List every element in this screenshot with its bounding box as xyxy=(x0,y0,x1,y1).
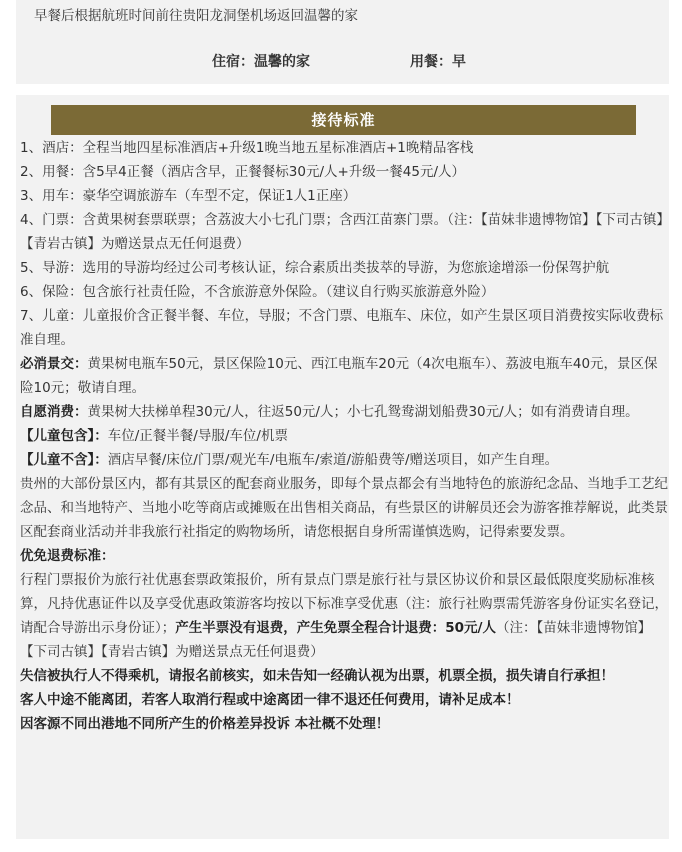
standard-item-meals: 2、用餐：含5早4正餐（酒店含早，正餐餐标30元/人+升级一餐45元/人） xyxy=(20,164,466,180)
optional-fees-text: 黄果树大扶梯单程30元/人，往返50元/人；小七孔鸳鸯湖划船费30元/人；如有消费请自理。 xyxy=(87,404,639,420)
standard-item-tickets: 4、门票：含黄果树套票联票；含荔波大小七孔门票；含西江苗寨门票。（注：【苗妹非遗博物馆】【下司古镇】【青岩古镇】为赠送景点无任何退费） xyxy=(20,212,664,252)
refund-text-1: 行程门票报价为旅行社优惠套票政策报价，所有景点门票是旅行社与景区协议价和景区最低限度奖励标准核算，凡持优惠证件以及享受优惠政策游客均按以下标准享受优惠（注：旅行社购票需凭游客身份证实名登记，请配合导游出示身份证）； xyxy=(20,572,668,636)
standard-item-insurance: 6、保险：包含旅行社责任险，不含旅游意外保险。（建议自行购买旅游意外险） xyxy=(20,284,495,300)
required-fees xyxy=(20,352,668,400)
meals-label: 用餐：早 xyxy=(410,54,466,70)
required-fees-label: 必消景交： xyxy=(20,356,88,372)
child-excluded xyxy=(20,448,668,472)
section-title: 接待标准 xyxy=(51,105,636,135)
refund-text-3: （注：【苗妹非遗博物馆】【下司古镇】【青岩古镇】为赠送景点无任何退费） xyxy=(20,620,652,660)
child-excluded-text: 酒店早餐/床位/门票/观光车/电瓶车/索道/游船费等/赠送项目，如产生自理。 xyxy=(107,452,559,468)
optional-fees xyxy=(20,400,668,424)
lodging-label: 住宿：温馨的家 xyxy=(212,54,310,70)
warning-price-difference: 因客源不同出港地不同所产生的价格差异投诉 本社概不处理！ xyxy=(20,716,390,732)
standard-item-children: 7、儿童：儿童报价含正餐半餐、车位，导服；不含门票、电瓶车、床位，如产生景区项目消费按实际收费标准自理。 xyxy=(20,308,664,348)
standard-item-hotel: 1、酒店：全程当地四星标准酒店+升级1晚当地五星标准酒店+1晚精品客栈 xyxy=(20,140,474,156)
child-excluded-label: 【儿童不含】： xyxy=(20,452,108,468)
child-included-label: 【儿童包含】： xyxy=(20,428,108,444)
refund-label: 优免退费标准： xyxy=(20,548,115,564)
standard-item-transport: 3、用车：豪华空调旅游车（车型不定，保证1人1正座） xyxy=(20,188,357,204)
required-fees-text: 黄果树电瓶车50元，景区保险10元、西江电瓶车20元（4次电瓶车）、荔波电瓶车40元，景区保险10元；敬请自理。 xyxy=(20,356,658,396)
shopping-note: 贵州的大部份景区内，都有其景区的配套商业服务，即每个景点都会有当地特色的旅游纪念品、当地手工艺纪念品、和当地特产、当地小吃等商店或摊贩在出售相关商品，有些景区的讲解员还会为游客推荐解说，此类景区配套商业活动并非我旅行社指定的购物场所，请您根据自身所需谨慎选购，记得索要发票。 xyxy=(20,476,668,540)
standard-item-guide: 5、导游：选用的导游均经过公司考核认证，综合素质出类拔萃的导游，为您旅途增添一份保驾护航 xyxy=(20,260,610,276)
child-included-text: 车位/正餐半餐/导服/车位/机票 xyxy=(107,428,288,444)
reception-standard-section xyxy=(16,95,669,839)
child-included xyxy=(20,424,668,448)
day-note: 早餐后根据航班时间前往贵阳龙洞堡机场返回温馨的家 xyxy=(34,8,358,24)
standard-content xyxy=(20,136,668,736)
optional-fees-label: 自愿消费： xyxy=(20,404,88,420)
warning-dishonest: 失信被执行人不得乘机，请报名前核实，如未告知一经确认视为出票，机票全损，损失请自行承担！ xyxy=(20,668,614,684)
itinerary-day-box xyxy=(16,0,669,84)
refund-paragraph xyxy=(20,568,668,664)
refund-text-2: 产生半票没有退费，产生免票全程合计退费：50元/人 xyxy=(175,620,496,636)
warning-leave-group: 客人中途不能离团，若客人取消行程或中途离团一律不退还任何费用，请补足成本！ xyxy=(20,692,520,708)
